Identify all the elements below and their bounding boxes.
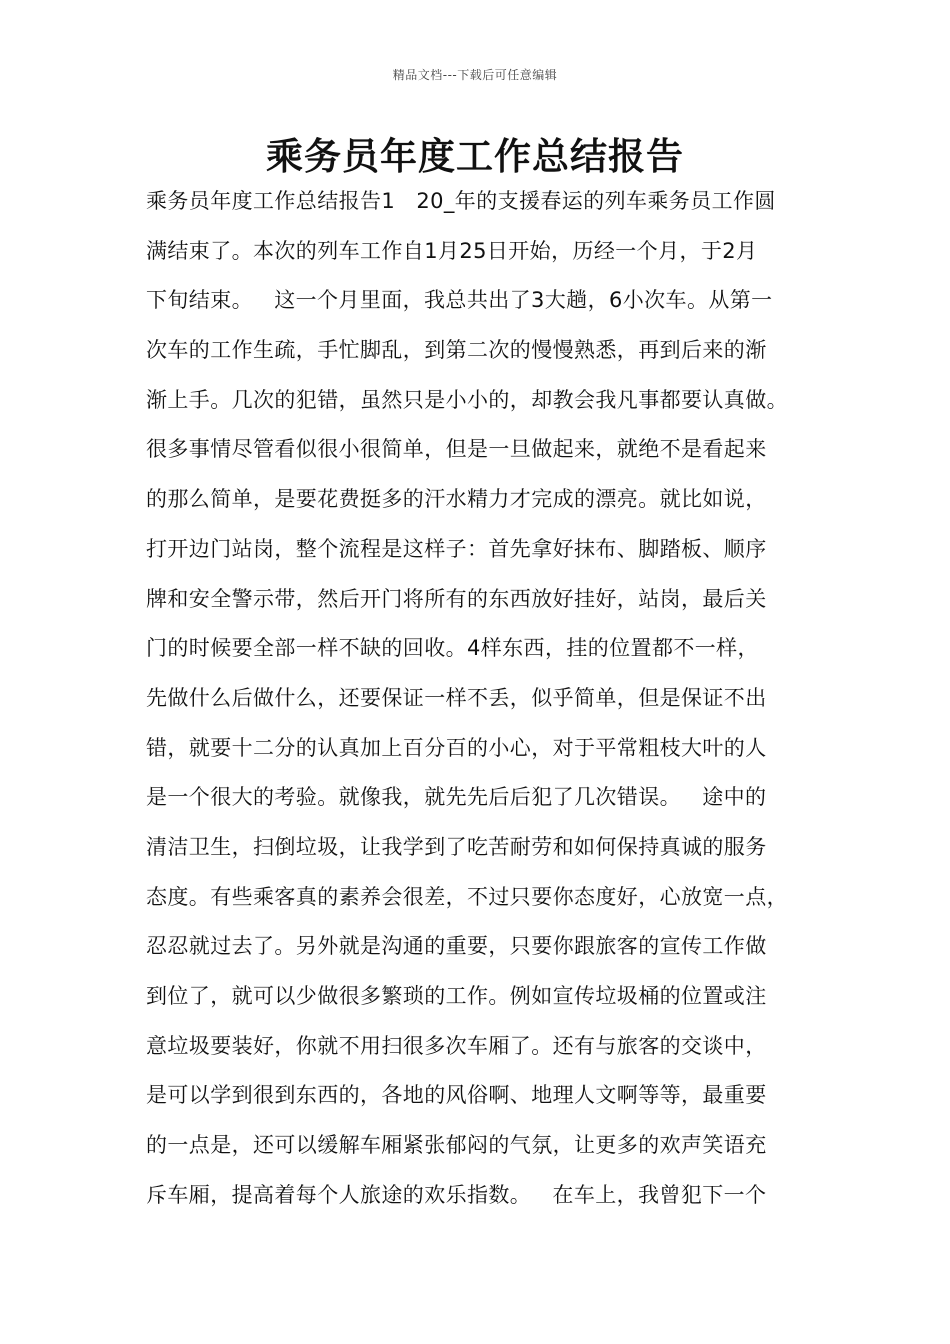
text-line: 打开边门站岗，整个流程是这样子：首先拿好抹布、脚踏板、顺序: [146, 536, 767, 561]
text-line: 清洁卫生，扫倒垃圾，让我学到了吃苦耐劳和如何保持真诚的服务: [146, 834, 767, 859]
text-line: 门的时候要全部一样不缺的回收。4样东西，挂的位置都不一样，: [146, 636, 759, 661]
header-note: 精品文档---下载后可任意编辑: [392, 68, 558, 82]
text-line: 到位了，就可以少做很多繁琐的工作。例如宣传垃圾桶的位置或注: [146, 984, 767, 1008]
document-title: 乘务员年度工作总结报告: [266, 135, 684, 178]
text-line: 乘务员年度工作总结报告1 20_年的支援春运的列车乘务员工作圆: [146, 189, 776, 213]
text-line: 是一个很大的考验。就像我，就先先后后犯了几次错误。 途中的: [146, 785, 767, 810]
text-line: 渐上手。几次的犯错，虽然只是小小的，却教会我凡事都要认真做。: [146, 387, 788, 412]
text-line: 先做什么后做什么，还要保证一样不丢，似乎简单，但是保证不出: [146, 685, 767, 710]
text-line: 忍忍就过去了。另外就是沟通的重要，只要你跟旅客的宣传工作做: [146, 934, 767, 959]
text-line: 态度。有些乘客真的素养会很差，不过只要你态度好，心放宽一点，: [146, 884, 788, 909]
text-line: 错，就要十二分的认真加上百分百的小心，对于平常粗枝大叶的人: [146, 735, 767, 760]
text-line: 下旬结束。 这一个月里面，我总共出了3大趟，6小次车。从第一: [146, 288, 773, 313]
text-line: 很多事情尽管看似很小很简单，但是一旦做起来，就绝不是看起来: [146, 437, 767, 462]
text-line: 牌和安全警示带，然后开门将所有的东西放好挂好，站岗，最后关: [146, 586, 767, 611]
text-line: 的一点是，还可以缓解车厢紧张郁闷的气氛，让更多的欢声笑语充: [146, 1133, 767, 1158]
text-line: 斥车厢，提高着每个人旅途的欢乐指数。 在车上，我曾犯下一个: [146, 1182, 767, 1207]
text-line: 的那么简单，是要花费挺多的汗水精力才完成的漂亮。就比如说，: [146, 487, 767, 512]
text-line: 意垃圾要装好，你就不用扫很多次车厢了。还有与旅客的交谈中，: [146, 1033, 767, 1058]
body-text: [146, 180, 818, 1223]
text-line: 次车的工作生疏，手忙脚乱，到第二次的慢慢熟悉，再到后来的渐: [146, 338, 767, 363]
text-line: 满结束了。本次的列车工作自1月25日开始，历经一个月，于2月: [146, 238, 758, 263]
text-line: 是可以学到很到东西的，各地的风俗啊、地理人文啊等等，最重要: [146, 1083, 767, 1108]
